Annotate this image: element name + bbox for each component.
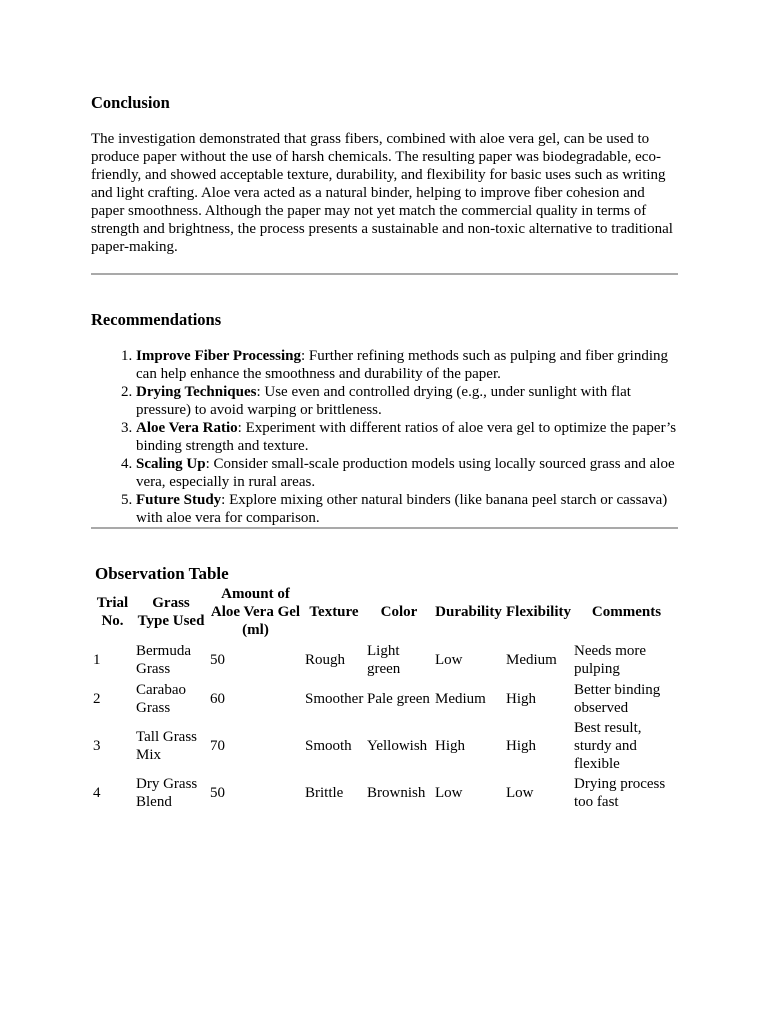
table-cell: Bermuda Grass [136, 643, 191, 677]
recommendation-text: : Further refining methods such as pulping and fiber grinding can help enhance the smoothness and durability of the paper. [136, 348, 669, 382]
table-row [91, 680, 681, 718]
table-cell: Drying process too fast [574, 776, 666, 810]
table-cell: 4 [93, 785, 101, 801]
conclusion-paragraph: The investigation demonstrated that grass fibers, combined with aloe vera gel, can be used to produce paper without the use of harsh chemicals. The resulting paper was biodegradable, eco-friendly, and showed acceptable texture, durability, and flexibility for basic uses such as writing and light crafting. Aloe vera acted as a natural binder, helping to improve fiber cohesion and paper smoothness. Although the paper may not yet match the commercial quality in terms of strength and brightness, the process presents a sustainable and non-toxic alternative to traditional paper-making. [91, 131, 673, 255]
table-cell: Rough [305, 652, 346, 668]
header-color: Color [380, 604, 418, 620]
table-cell: High [506, 691, 536, 707]
table-cell: High [435, 738, 465, 754]
header-flexibility: Flexibility [506, 604, 571, 620]
recommendation-item [136, 383, 678, 419]
header-trial-no: Trial No. [96, 595, 129, 629]
recommendation-item [136, 491, 678, 527]
table-cell: Needs more pulping [574, 643, 647, 677]
table-cell: Dry Grass Blend [136, 776, 198, 810]
recommendations-heading: Recommendations [91, 310, 222, 329]
recommendation-item [136, 419, 678, 455]
recommendation-text: : Use even and controlled drying (e.g., under sunlight with flat pressure) to avoid warping or brittleness. [136, 384, 631, 418]
recommendation-term: Drying Techniques [136, 384, 257, 400]
header-comments: Comments [591, 604, 662, 620]
header-grass-type: Grass Type Used [137, 595, 205, 629]
recommendation-term: Improve Fiber Processing [136, 348, 301, 364]
table-cell: Brownish [367, 785, 426, 801]
recommendation-term: Scaling Up [136, 456, 206, 472]
table-row [91, 718, 681, 774]
table-cell: Smooth [305, 738, 352, 754]
table-cell: Low [435, 652, 463, 668]
table-cell: Brittle [305, 785, 344, 801]
header-texture: Texture [309, 604, 359, 620]
table-cell: Light green [367, 643, 401, 677]
recommendation-term: Aloe Vera Ratio [136, 420, 238, 436]
recommendation-item [136, 455, 678, 491]
table-cell: Better binding observed [574, 682, 661, 716]
recommendations-list [91, 347, 678, 527]
table-cell: Low [435, 785, 463, 801]
table-cell: Yellowish [367, 738, 428, 754]
table-cell: High [506, 738, 536, 754]
header-aloe-amount: Amount of Aloe Vera Gel (ml) [210, 586, 301, 638]
table-cell: Smoother [305, 691, 364, 707]
table-cell: Tall Grass Mix [136, 729, 198, 763]
table-cell: 70 [210, 738, 225, 754]
table-cell: 50 [210, 785, 225, 801]
header-durability: Durability [435, 604, 502, 620]
conclusion-heading: Conclusion [91, 93, 170, 112]
observation-table-heading: Observation Table [95, 564, 229, 583]
table-cell: 2 [93, 691, 101, 707]
table-cell: 60 [210, 691, 225, 707]
table-cell: 1 [93, 652, 101, 668]
table-cell: Carabao Grass [136, 682, 186, 716]
recommendation-text: : Experiment with different ratios of aloe vera gel to optimize the paper’s binding strength and texture. [136, 420, 677, 454]
recommendation-text: : Consider small-scale production models using locally sourced grass and aloe vera, especially in rural areas. [136, 456, 675, 490]
observation-table [91, 584, 681, 812]
table-cell: Best result, sturdy and flexible [574, 720, 642, 772]
table-cell: Pale green [367, 691, 430, 707]
section-divider [91, 527, 678, 529]
document-content [91, 93, 678, 812]
table-cell: Medium [435, 691, 486, 707]
table-row [91, 640, 681, 680]
recommendation-term: Future Study [136, 492, 222, 508]
recommendation-text: : Explore mixing other natural binders (like banana peel starch or cassava) with aloe vera for comparison. [136, 492, 668, 526]
table-cell: 3 [93, 738, 101, 754]
table-header-row [91, 584, 681, 640]
recommendation-item [136, 347, 678, 383]
section-divider [91, 273, 678, 275]
table-cell: Low [506, 785, 534, 801]
table-row [91, 774, 681, 812]
table-cell: Medium [506, 652, 557, 668]
table-cell: 50 [210, 652, 225, 668]
